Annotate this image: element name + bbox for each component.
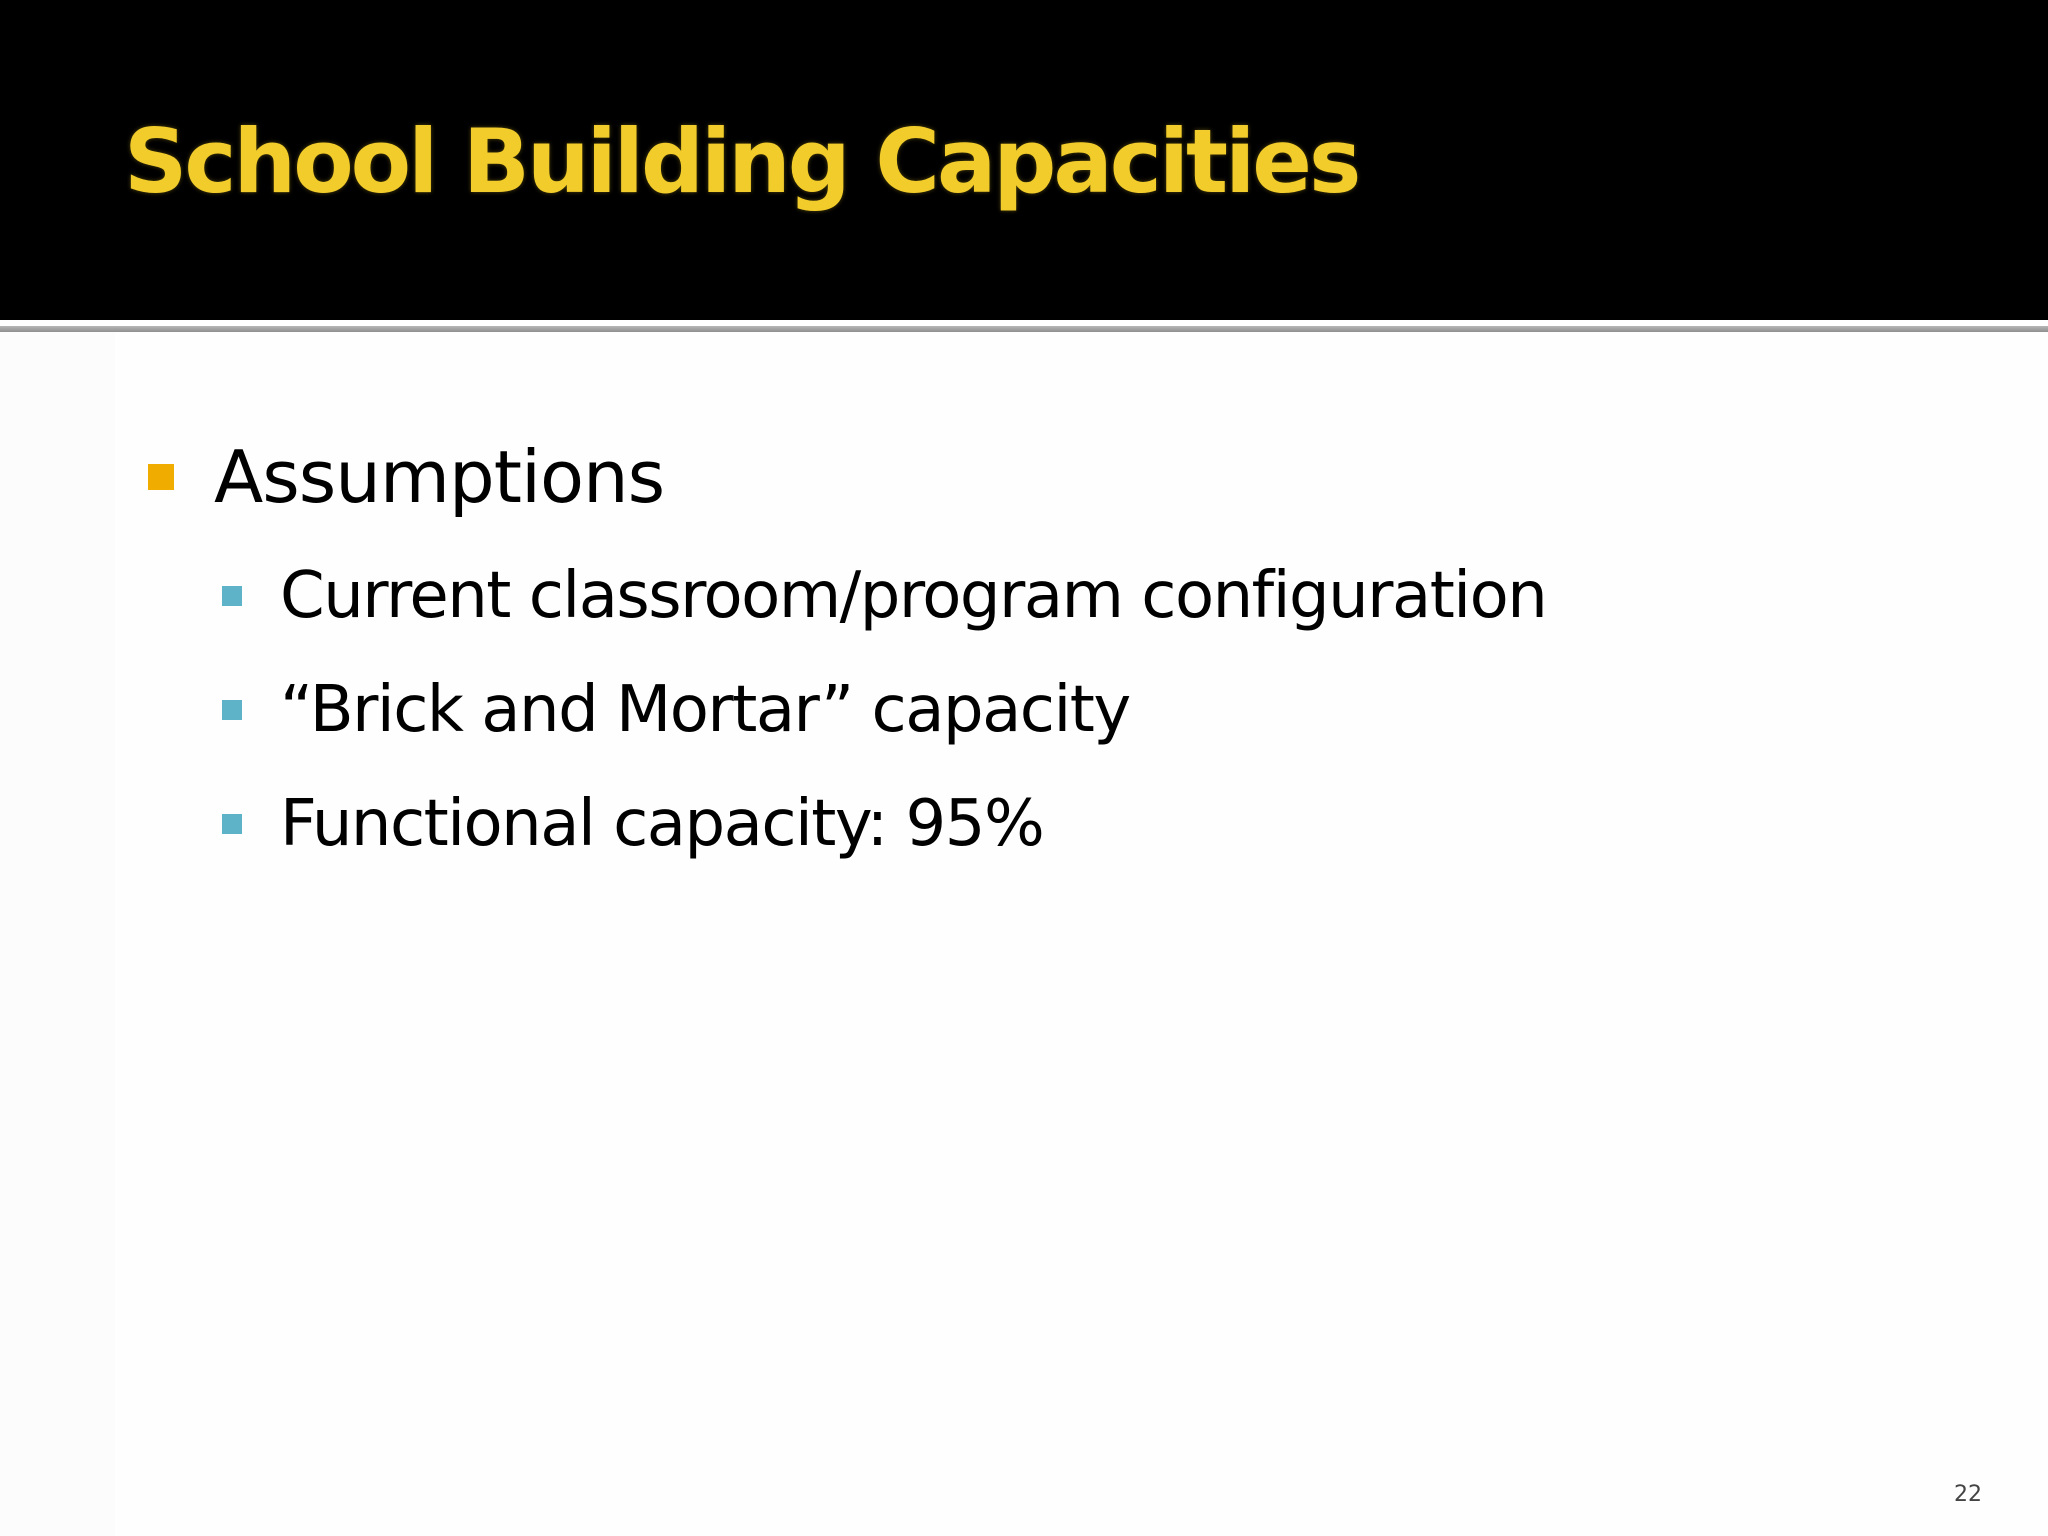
sub-bullet-text: Current classroom/program configuration [280, 559, 1547, 633]
square-bullet-icon [222, 814, 242, 834]
square-bullet-icon [222, 586, 242, 606]
sub-bullet-item [222, 556, 1546, 636]
page-number: 22 [1954, 1482, 1982, 1507]
title-bar [0, 0, 2048, 320]
square-bullet-icon [222, 700, 242, 720]
bullet-item-assumptions [148, 432, 664, 522]
sub-bullet-text: Functional capacity: 95% [280, 787, 1044, 861]
slide-title: School Building Capacities [124, 110, 1359, 213]
sub-bullet-item [222, 784, 1043, 864]
sub-bullet-item [222, 670, 1130, 750]
bullet-text: Assumptions [214, 435, 665, 519]
sub-bullet-text: “Brick and Mortar” capacity [280, 673, 1130, 747]
square-bullet-icon [148, 464, 174, 490]
